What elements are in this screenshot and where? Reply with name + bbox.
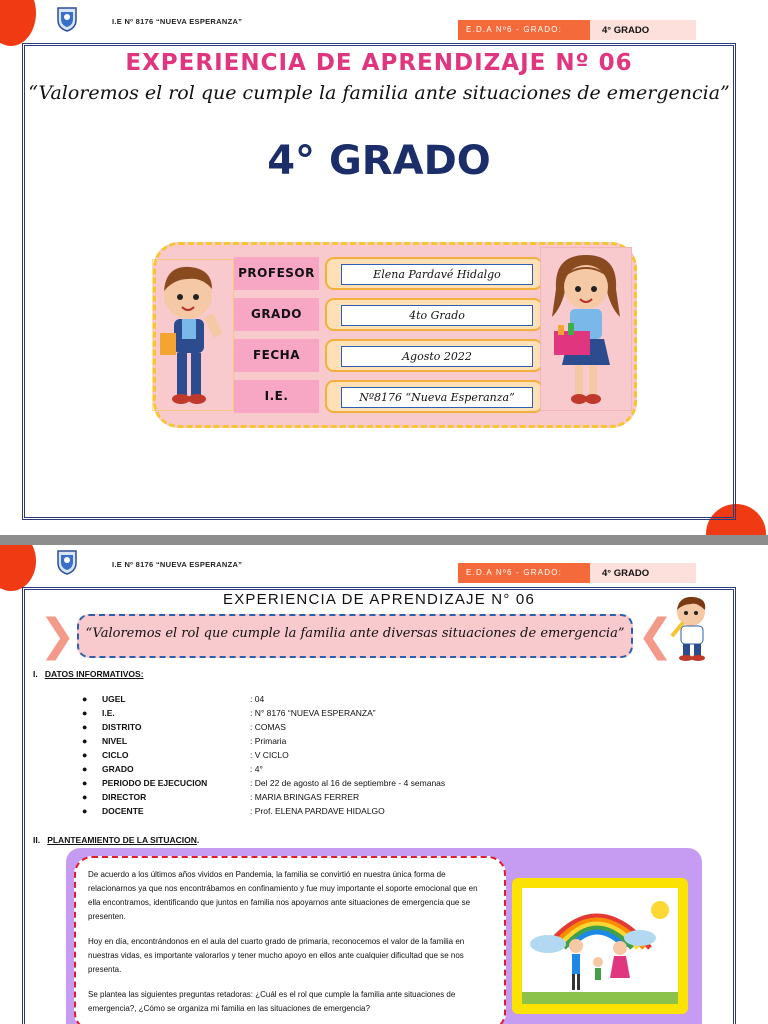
- row-value-box: [325, 298, 543, 331]
- page-separator: [0, 535, 768, 545]
- situation-text-box: [74, 856, 506, 1024]
- chevron-right-icon: ❯: [39, 610, 76, 661]
- row-value-box: [325, 339, 543, 372]
- info-row-ie: [234, 380, 539, 413]
- school-header: I.E Nº 8176 “NUEVA ESPERANZA”: [112, 560, 243, 569]
- document-title: EXPERIENCIA DE APRENDIZAJE N° 06: [223, 591, 535, 608]
- row-value: Agosto 2022: [341, 346, 533, 367]
- info-row-profesor: [234, 257, 539, 290]
- situation-paragraph: Hoy en día, encontrándonos en el aula del cuarto grado de primaria, reconocemos el valor de la familia en nuestras vidas, es importante valorarlos y tener mucho apoyo en ellos ante cualquier dificultad que se nos presenta.: [88, 937, 465, 974]
- cover-frame: [22, 43, 736, 520]
- row-label: GRADO: [234, 298, 319, 331]
- section-title-period: .: [196, 835, 200, 845]
- cover-grade: 4° GRADO: [267, 138, 491, 184]
- document-banner: “Valoremos el rol que cumple la familia ante diversas situaciones de emergencia”: [77, 614, 633, 658]
- eda-grade-box: [458, 20, 696, 40]
- family-rainbow-drawing: [522, 888, 678, 1004]
- school-crest-icon: [56, 549, 78, 575]
- decorative-red-blob: [0, 545, 36, 591]
- section-number: II.: [33, 835, 41, 845]
- situation-paragraph: Se plantea las siguientes preguntas retadoras: ¿Cuál es el rol que cumple la familia ante situaciones de emergencia?, ¿Cómo se organiza mi familia en las situaciones de emergencia?: [88, 990, 456, 1013]
- section-heading: [33, 669, 144, 679]
- grade-badge: 4° GRADO: [590, 20, 696, 40]
- row-label: PROFESOR: [234, 257, 319, 290]
- decorative-red-blob: [0, 0, 36, 46]
- chevron-left-icon: ❮: [637, 610, 674, 661]
- section-title: PLANTEAMIENTO DE LA SITUACION: [47, 835, 197, 845]
- family-picture-frame: [512, 878, 688, 1014]
- row-value: Elena Pardavé Hidalgo: [341, 264, 533, 285]
- section-title: DATOS INFORMATIVOS:: [44, 669, 144, 679]
- row-value-box: [325, 257, 543, 290]
- section-number: I.: [33, 669, 38, 679]
- cover-title: EXPERIENCIA DE APRENDIZAJE Nº 06: [125, 50, 633, 76]
- row-label: I.E.: [234, 380, 319, 413]
- info-card: [153, 242, 637, 428]
- eda-grade-box: [458, 563, 696, 583]
- row-value: Nº8176 “Nueva Esperanza”: [341, 387, 533, 408]
- row-label: FECHA: [234, 339, 319, 372]
- document-page: I.E Nº 8176 “NUEVA ESPERANZA” E.D.A Nº6 - GRADO: 4° GRADO EXPERIENCIA DE APRENDIZAJE N° 06 ❯ “Valoremos el rol que cumple la familia ante diversas situaciones de emergencia” ❮ I. DATOS INFORMATIVOS: ● UGEL : 04 ● I.E. : N° 8176 “NUEVA ESPERANZA” ● DISTRITO : COMAS ● NIVEL : Primaria ● CICLO : V CICLO ● GRADO : 4° ● PERIODO DE EJECUCION : Del 22 de agosto al 16 de septiembre - 4 semanas ● DIRECTOR : MARIA BRINGAS FERRER ● DOCENTE : Prof. ELENA PARDAVE HIDALGO II. PLANTEAMIENTO DE LA SITUACION. De acuerdo a los últimos años vividos en Pandemia, la familia se convirtió en nuestra única forma de relacionarnos ya que nos encontrábamos en confinamiento y fue muy importante el soporte emocional que en ella encontramos, identificando que juntos en familia nos apoyarnos ante situaciones de emergencia que se presenten. Hoy en día, encontrándonos en el aula del cuarto grado de primaria, reconocemos el valor de la familia en nuestras vidas, es importante valorarlos y tener mucho apoyo en ellos ante cualquier dificultad que se nos presenta. Se plantea las siguientes preguntas retadoras: ¿Cuál es el rol que cumple la familia ante situaciones de emergencia?, ¿Cómo se organiza mi familia en las situaciones de emergencia?: [0, 545, 768, 1024]
- cover-subtitle: “Valoremos el rol que cumple la familia ante situaciones de emergencia”: [28, 82, 730, 104]
- eda-label: E.D.A Nº6 - GRADO:: [458, 563, 590, 583]
- situation-panel: [66, 848, 702, 1024]
- row-value: 4to Grado: [341, 305, 533, 326]
- row-value-box: [325, 380, 543, 413]
- info-row-fecha: [234, 339, 539, 372]
- school-header: I.E Nº 8176 “NUEVA ESPERANZA”: [112, 17, 243, 26]
- picture-area: [522, 888, 678, 1004]
- school-crest-icon: [56, 6, 78, 32]
- situation-paragraph: De acuerdo a los últimos años vividos en Pandemia, la familia se convirtió en nuestra única forma de relacionarnos ya que nos encontrábamos en confinamiento y fue muy importante el soporte emocional que en ella encontramos, identificando que juntos en familia nos apoyarnos ante situaciones de emergencia que se presenten.: [88, 870, 478, 921]
- info-row-grado: [234, 298, 539, 331]
- eda-label: E.D.A Nº6 - GRADO:: [458, 20, 590, 40]
- girl-student-illustration: [540, 247, 632, 411]
- boy-student-illustration: [152, 259, 234, 411]
- boy-pencil-illustration: [665, 594, 715, 662]
- grade-badge: 4° GRADO: [590, 563, 696, 583]
- section-heading: [33, 835, 199, 845]
